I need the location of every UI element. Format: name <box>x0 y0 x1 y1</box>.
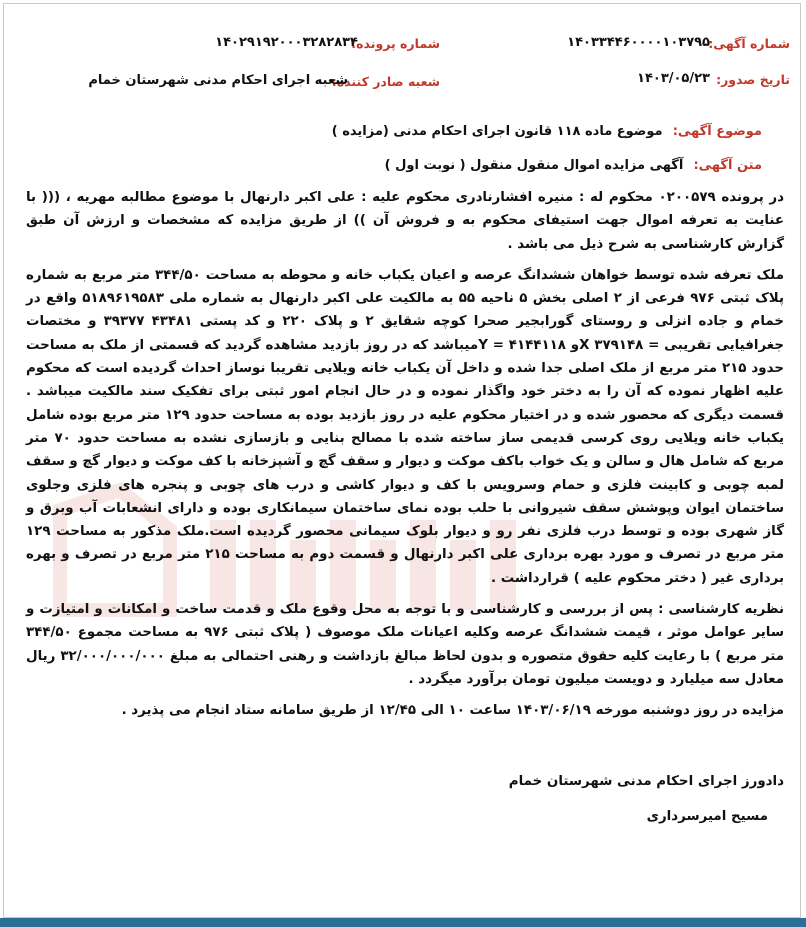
signature-title: دادورز اجرای احکام مدنی شهرستان خمام <box>508 774 784 789</box>
case-number-label: شماره پرونده: <box>351 36 440 51</box>
issuer-label: شعبه صادر کننده: <box>331 74 440 89</box>
notice-text-value: آگهی مزایده اموال منقول منقول ( نوبت اول ) <box>384 158 684 173</box>
paragraph-auction-date: مزایده در روز دوشنبه مورخه ۱۴۰۳/۰۶/۱۹ ساعت ۱۰ الی ۱۲/۴۵ از طریق سامانه ستاد انجام می پذیرد . <box>121 703 784 719</box>
subject-value: موضوع ماده ۱۱۸ قانون اجرای احکام مدنی (مزایده ) <box>331 124 663 139</box>
bottom-bar <box>0 918 806 927</box>
issuer-value: شعبه اجرای احکام مدنی شهرستان خمام <box>88 73 348 88</box>
notice-number-label: شماره آگهی: <box>708 36 790 51</box>
subject-row <box>332 124 762 139</box>
notice-body <box>26 186 784 723</box>
paragraph-expert-opinion: نظریه کارشناسی : پس از بررسی و کارشناسی و با توجه به محل وقوع ملک و قدمت ساخت و امکانات و امتیازت و سایر عوامل موثر ، قیمت ششدانگ عرصه وکلیه اعیانات ملک موصوف ( پلاک ثبتی ۹۷۶ به مساحت مجموع ۳۴۴/۵۰ متر مربع ) با رعایت کلیه حقوق متصوره و بدون لحاظ مبالغ بازداشت و رهنی احتمالی به مبلغ ۳۲/۰۰۰/۰۰۰/۰۰۰ ریال معادل سه میلیارد و دویست میلیون تومان برآورد میگردد . <box>26 602 785 687</box>
issue-date-value: ۱۴۰۳/۰۵/۲۳ <box>637 71 710 86</box>
notice-number-value: ۱۴۰۳۳۴۴۶۰۰۰۰۱۰۳۷۹۵ <box>567 35 710 50</box>
notice-text-row <box>385 158 762 173</box>
case-number-value: ۱۴۰۲۹۱۹۲۰۰۰۳۲۸۲۸۳۴ <box>215 35 358 50</box>
paragraph-property-description: ملک تعرفه شده توسط خواهان ششدانگ عرصه و اعیان یکباب خانه و محوطه به مساحت ۳۴۴/۵۰ متر مربع به شماره پلاک ثبتی ۹۷۶ فرعی از ۲ اصلی بخش ۵ ناحیه ۵۵ به مالکیت علی اکبر دارنهال به شماره ملی ۵۱۸۹۶۱۹۵۸۳ واقع در خمام و جاده انزلی و روستای گورابجیر صحرا کوچه شقایق ۲ و پلاک ۲۲۰ و کد پستی ۴۳۴۸۱ ۳۹۳۷۷ و مختصات جغرافیایی تقریبی = X ۳۷۹۱۴۸و ۴۱۴۴۱۱۸ = Yمیباشد که در روز بازدید مشاهده گردید که قسمتی از ملک به مساحت حدود ۲۱۵ متر مربع از ملک اصلی جدا شده و داخل آن یکباب خانه ویلایی تقریبا نوساز احداث گردیده است که محکوم علیه اظهار نموده که آن را به دختر خود واگذار نموده و در حال انجام امور ثبتی برای تفکیک سند مالکیت میباشد . قسمت دیگری که محصور شده و در اختیار محکوم علیه در روز بازدید بوده به مساحت حدود ۱۲۹ متر مربع بوده شامل یکباب خانه ویلایی روی کرسی قدیمی ساز ساخته شده با مصالح بنایی و بازسازی نشده به مساحت حدود ۷۰ متر مربع که شامل هال و سالن و یک خواب باکف موکت و دیوار و سقف گچ و آشپزخانه با کف موکت و دیوار گچ و سقف لمبه چوبی و کابینت فلزی و حمام وسرویس با کف و دیوار کاشی و درب های چوبی و پنجره های فلزی وجلوی ساختمان ایوان وپوشش سقف شیروانی با حلب بوده نمای ساختمان سیمانکاری بوده و دارای انشعابات آب وبرق و گاز شهری بوده و توسط درب فلزی نفر رو و دیوار بلوک سیمانی محصور گردیده است.ملک مذکور به مساحت ۱۲۹ متر مربع در تصرف و مورد بهره برداری علی اکبر دارنهال و قسمت دوم به مساحت ۲۱۵ متر مربع در تصرف و بهره برداری غیر ( دختر محکوم علیه ) قرارداشت . <box>26 267 785 586</box>
issue-date-label: تاریخ صدور: <box>716 72 790 87</box>
notice-text-label: متن آگهی: <box>693 158 762 173</box>
paragraph-intro: در پرونده ۰۲۰۰۵۷۹ محکوم له : منیره افشارنادری محکوم علیه : علی اکبر دارنهال با موضوع مطالبه مهریه ، ((( با عنایت به تعرفه اموال جهت استیفای محکوم به و فروش آن )) از طریق مزایده که مشخصات و ارزش آن طبق گزارش کارشناسی به شرح ذیل می باشد . <box>26 190 784 252</box>
subject-label: موضوع آگهی: <box>672 124 762 139</box>
signature-name: مسیح امیرسرداری <box>646 809 768 824</box>
